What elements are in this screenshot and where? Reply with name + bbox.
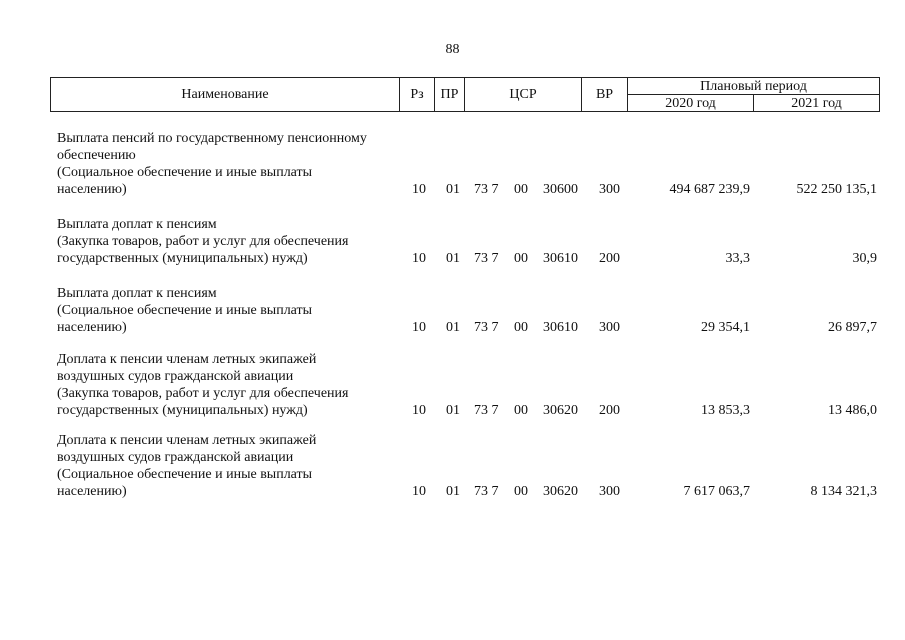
header-vr: ВР: [582, 78, 628, 112]
header-pr: ПР: [435, 78, 465, 112]
row-name-line: (Закупка товаров, работ и услуг для обеспечения: [57, 386, 349, 401]
row-name: [57, 432, 402, 500]
row-name-line: (Закупка товаров, работ и услуг для обеспечения: [57, 234, 349, 249]
cell-v2020: 29 354,1: [701, 320, 750, 335]
cell-csr2: 00: [514, 484, 528, 499]
cell-v2020: 33,3: [725, 251, 750, 266]
cell-csr1: 73 7: [474, 320, 499, 335]
cell-v2021: 522 250 135,1: [796, 182, 877, 197]
cell-csr3: 30610: [543, 320, 578, 335]
cell-v2021: 26 897,7: [828, 320, 877, 335]
row-name-line: обеспечению: [57, 148, 136, 163]
header-year-2021: 2021 год: [754, 95, 880, 112]
cell-v2021: 30,9: [852, 251, 877, 266]
row-name: [57, 216, 402, 267]
cell-v2021: 13 486,0: [828, 403, 877, 418]
cell-csr3: 30600: [543, 182, 578, 197]
row-name-line: Доплата к пенсии членам летных экипажей: [57, 352, 317, 367]
cell-csr2: 00: [514, 403, 528, 418]
cell-pr: 01: [446, 320, 460, 335]
cell-rz: 10: [412, 484, 426, 499]
cell-rz: 10: [412, 251, 426, 266]
row-name-line: государственных (муниципальных) нужд): [57, 403, 308, 418]
row-name-line: (Социальное обеспечение и иные выплаты: [57, 467, 313, 482]
cell-rz: 10: [412, 320, 426, 335]
row-name: [57, 130, 402, 198]
cell-v2020: 13 853,3: [701, 403, 750, 418]
cell-csr2: 00: [514, 320, 528, 335]
row-name-line: Выплата пенсий по государственному пенсионному: [57, 131, 367, 146]
cell-csr1: 73 7: [474, 182, 499, 197]
row-name-line: Выплата доплат к пенсиям: [57, 217, 217, 232]
page-number: 88: [445, 42, 460, 57]
cell-csr3: 30620: [543, 484, 578, 499]
row-name-line: (Социальное обеспечение и иные выплаты: [57, 303, 313, 318]
cell-v2020: 494 687 239,9: [669, 182, 750, 197]
cell-pr: 01: [446, 251, 460, 266]
header-name: Наименование: [51, 78, 400, 112]
row-name-line: Выплата доплат к пенсиям: [57, 286, 217, 301]
cell-pr: 01: [446, 403, 460, 418]
cell-vr: 300: [599, 484, 620, 499]
cell-csr3: 30620: [543, 403, 578, 418]
row-name: [57, 351, 402, 419]
cell-rz: 10: [412, 182, 426, 197]
row-name-line: населению): [57, 484, 127, 499]
row-name-line: воздушных судов гражданской авиации: [57, 450, 294, 465]
header-planned-period: Плановый период: [628, 78, 880, 95]
cell-vr: 300: [599, 182, 620, 197]
header-rz: Рз: [400, 78, 435, 112]
cell-csr1: 73 7: [474, 403, 499, 418]
row-name-line: населению): [57, 320, 127, 335]
row-name-line: населению): [57, 182, 127, 197]
cell-rz: 10: [412, 403, 426, 418]
cell-csr1: 73 7: [474, 484, 499, 499]
cell-pr: 01: [446, 182, 460, 197]
row-name-line: (Социальное обеспечение и иные выплаты: [57, 165, 313, 180]
row-name-line: Доплата к пенсии членам летных экипажей: [57, 433, 317, 448]
cell-csr3: 30610: [543, 251, 578, 266]
cell-v2020: 7 617 063,7: [683, 484, 750, 499]
table-header: [50, 77, 880, 112]
row-name: [57, 285, 402, 336]
row-name-line: воздушных судов гражданской авиации: [57, 369, 294, 384]
cell-csr2: 00: [514, 251, 528, 266]
header-year-2020: 2020 год: [628, 95, 754, 112]
header-csr: ЦСР: [465, 78, 582, 112]
cell-vr: 200: [599, 403, 620, 418]
cell-v2021: 8 134 321,3: [810, 484, 877, 499]
cell-csr2: 00: [514, 182, 528, 197]
cell-vr: 300: [599, 320, 620, 335]
cell-csr1: 73 7: [474, 251, 499, 266]
cell-pr: 01: [446, 484, 460, 499]
cell-vr: 200: [599, 251, 620, 266]
row-name-line: государственных (муниципальных) нужд): [57, 251, 308, 266]
